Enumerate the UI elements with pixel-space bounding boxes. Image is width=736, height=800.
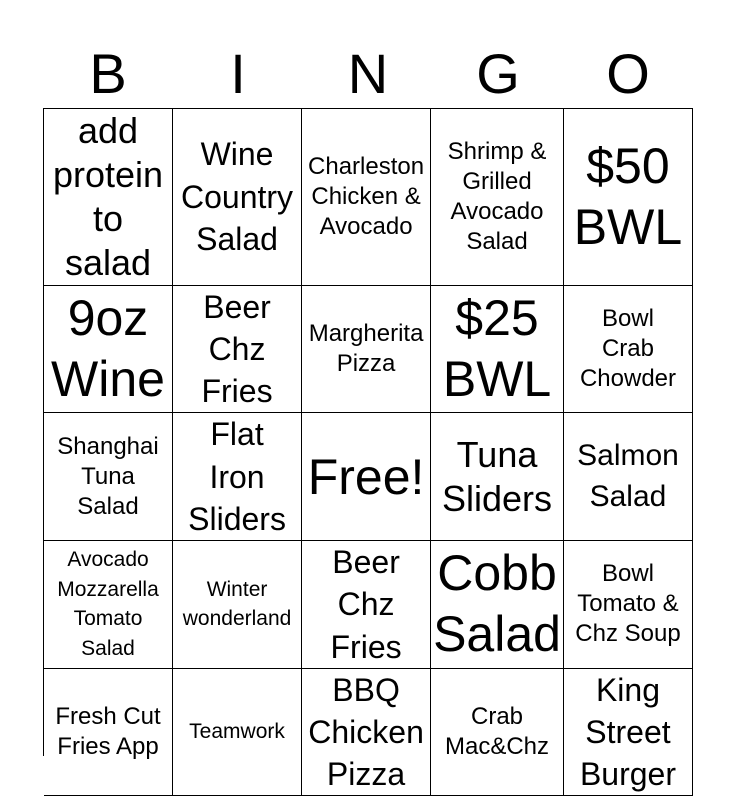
cell-label: 9oz Wine: [51, 289, 165, 407]
cell-label: Beer Chz Fries: [330, 544, 402, 665]
header-letter-g: G: [476, 42, 520, 105]
cell-label: Winter wonderland: [182, 577, 292, 631]
bingo-cell-r5-c3[interactable]: [302, 669, 431, 797]
cell-label: Cobb Salad: [433, 545, 561, 663]
header-letter-n: N: [347, 42, 389, 105]
cell-label: Beer Chz Fries: [201, 288, 273, 410]
cell-label: Margherita Pizza: [308, 319, 424, 377]
cell-label: Shrimp & Grilled Avocado Salad: [447, 137, 547, 255]
cell-label: Tuna Sliders: [442, 433, 553, 519]
cell-label: Crab Mac&Chz: [445, 703, 550, 761]
bingo-cell-r3-c5[interactable]: [564, 413, 693, 541]
bingo-cell-r1-c1[interactable]: [44, 109, 173, 286]
bingo-cell-r4-c2[interactable]: [173, 541, 302, 669]
cell-label: BBQ Chicken Pizza: [308, 671, 424, 793]
cell-label: Wine Country Salad: [181, 136, 294, 257]
bingo-cell-r1-c3[interactable]: [302, 109, 431, 286]
bingo-cell-r4-c3[interactable]: [302, 541, 431, 669]
cell-label: Charleston Chicken & Avocado: [308, 152, 425, 240]
cell-label: Bowl Tomato & Chz Soup: [575, 560, 681, 648]
cell-label: $50 BWL: [573, 137, 683, 255]
bingo-cell-r5-c5[interactable]: [564, 669, 693, 797]
bingo-cell-r4-c4[interactable]: [431, 541, 564, 669]
bingo-cell-r3-c2[interactable]: [173, 413, 302, 541]
cell-label: King Street Burger: [579, 671, 676, 793]
bingo-cell-r4-c1[interactable]: [44, 541, 173, 669]
cell-label: $25 BWL: [442, 289, 552, 407]
header-letter-i: I: [230, 42, 246, 105]
bingo-cell-r1-c5[interactable]: [564, 109, 693, 286]
bingo-cell-r4-c5[interactable]: [564, 541, 693, 669]
cell-label: Fresh Cut Fries App: [55, 703, 161, 761]
bingo-cell-r2-c5[interactable]: [564, 286, 693, 414]
bingo-cell-r2-c4[interactable]: [431, 286, 564, 414]
header-letter-o: O: [606, 42, 650, 105]
bingo-board: [43, 108, 693, 793]
bingo-cell-r5-c2[interactable]: [173, 669, 302, 797]
cell-label: add protein to salad: [52, 110, 164, 283]
bingo-cell-r1-c4[interactable]: [431, 109, 564, 286]
free-space-label: Free!: [307, 448, 425, 505]
bingo-cell-r2-c1[interactable]: [44, 286, 173, 414]
cell-label: Shanghai Tuna Salad: [57, 432, 159, 520]
bingo-header: [43, 40, 693, 108]
cell-label: Avocado Mozzarella Tomato Salad: [57, 547, 159, 661]
header-letter-b: B: [89, 42, 127, 105]
bingo-cell-r3-c1[interactable]: [44, 413, 173, 541]
cell-label: Bowl Crab Chowder: [579, 304, 676, 392]
free-space[interactable]: [302, 413, 431, 541]
bingo-cell-r3-c4[interactable]: [431, 413, 564, 541]
cell-label: Salmon Salad: [577, 439, 679, 513]
bingo-cell-r5-c4[interactable]: [431, 669, 564, 797]
bingo-cell-r1-c2[interactable]: [173, 109, 302, 286]
bingo-cell-r2-c3[interactable]: [302, 286, 431, 414]
bingo-cell-r5-c1[interactable]: [44, 669, 173, 797]
cell-label: Flat Iron Sliders: [188, 416, 286, 537]
bingo-cell-r2-c2[interactable]: [173, 286, 302, 414]
cell-label: Teamwork: [189, 720, 285, 744]
